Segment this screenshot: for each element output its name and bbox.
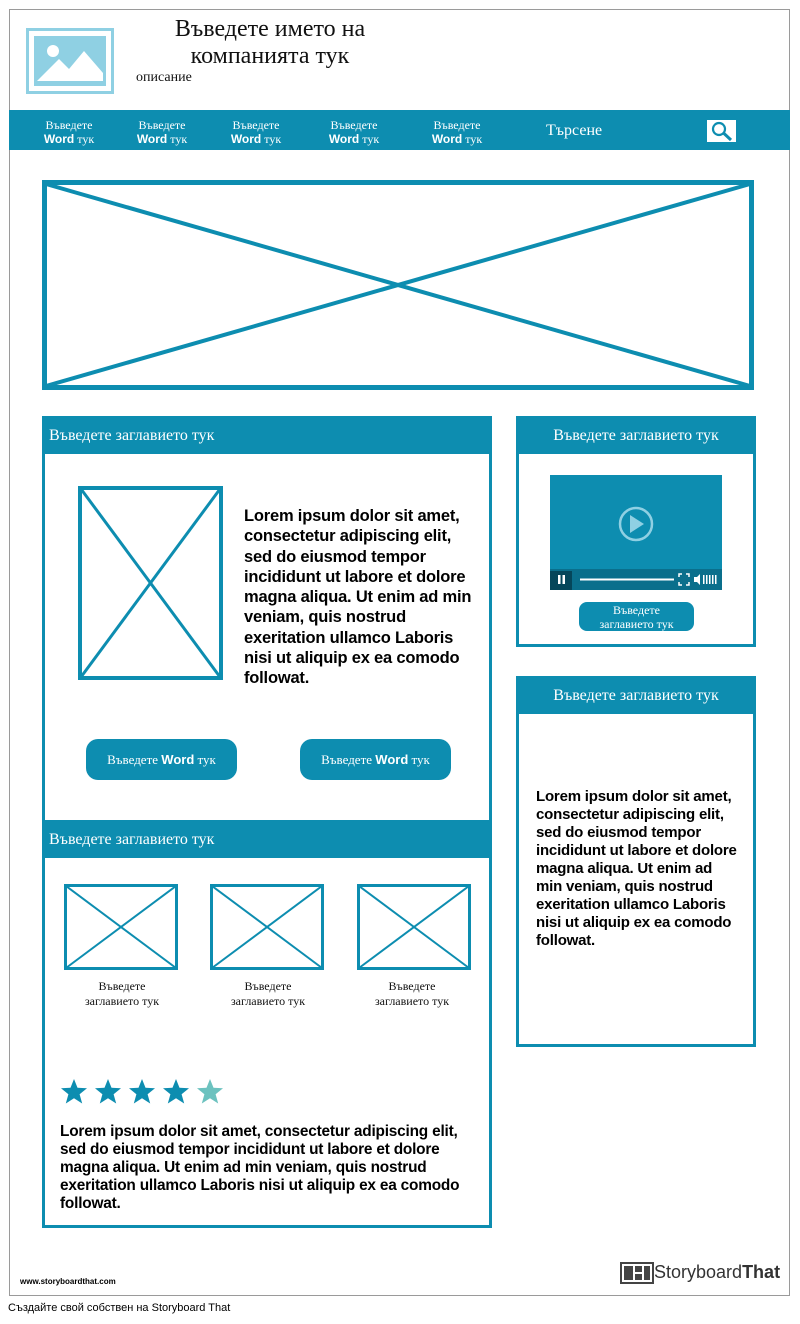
gallery-image-1 [64, 884, 178, 970]
video-caption-button[interactable]: Въведете заглавието тук [579, 602, 694, 631]
gallery-image-3 [357, 884, 471, 970]
storyboardthat-brand[interactable]: StoryboardThat [620, 1262, 780, 1284]
gallery-image-2 [210, 884, 324, 970]
image-placeholder-icon [29, 31, 111, 91]
company-description: описание [136, 70, 192, 85]
company-logo-placeholder [26, 28, 114, 94]
gallery-panel-title: Въведете заглавието тук [49, 831, 215, 848]
main-panel-button-2[interactable]: Въведете Word тук [300, 739, 451, 780]
video-player[interactable] [550, 475, 722, 590]
nav-item-2[interactable]: Въведете Word тук [136, 118, 188, 146]
search-button[interactable] [708, 120, 736, 142]
text-panel-text: Lorem ipsum dolor sit amet, consectetur adipiscing elit, sed do eiusmod tempor incididunt ut labore et dolore magna aliqua. Ut enim ad min veniam, quis nostrud exeritation ullamco Laboris nisi ut aliquip ex ea comodo followat. [536, 788, 737, 949]
gallery-panel-text: Lorem ipsum dolor sit amet, consectetur adipiscing elit, sed do eiusmod tempor incididunt ut labore et dolore magna aliqua. Ut enim ad min veniam, quis nostrud exeritation ullamco Laboris nisi ut aliquip ex ea comodo followat. [60, 1123, 460, 1212]
gallery-caption-3: Въведете заглавието тук [374, 979, 450, 1008]
star-icon [61, 1079, 87, 1104]
search-icon [708, 120, 736, 142]
nav-item-1[interactable]: Въведете Word тук [43, 118, 95, 146]
gallery-caption-2: Въведете заглавието тук [230, 979, 306, 1008]
main-image-placeholder [78, 486, 223, 680]
nav-item-4[interactable]: Въведете Word тук [328, 118, 380, 146]
footer-url[interactable]: www.storyboardthat.com [20, 1277, 116, 1286]
create-your-own-text[interactable]: Създайте свой собствен на Storyboard That [8, 1302, 231, 1314]
star-icon [129, 1079, 155, 1104]
text-panel-title: Въведете заглавието тук [553, 687, 719, 704]
hero-image-placeholder [42, 180, 754, 390]
storyboardthat-logo-icon [620, 1262, 654, 1284]
gallery-caption-1: Въведете заглавието тук [84, 979, 160, 1008]
nav-item-3[interactable]: Въведете Word тук [230, 118, 282, 146]
nav-item-5[interactable]: Въведете Word тук [431, 118, 483, 146]
main-panel-text: Lorem ipsum dolor sit amet, consectetur adipiscing elit, sed do eiusmod tempor incididunt ut labore et dolore magna aliqua. Ut enim ad min veniam, quis nostrud exeritation ullamco Laboris nisi ut aliquip ex ea comodo followat. [244, 507, 472, 688]
star-icon [197, 1079, 223, 1104]
main-panel-button-1[interactable]: Въведете Word тук [86, 739, 237, 780]
star-rating [60, 1078, 228, 1106]
search-placeholder: Търсене [546, 122, 603, 139]
star-icon [163, 1079, 189, 1104]
video-panel-title: Въведете заглавието тук [553, 427, 719, 444]
star-icon [95, 1079, 121, 1104]
company-name: Въведете името на компанията тук [174, 16, 366, 69]
main-panel-title: Въведете заглавието тук [49, 427, 215, 444]
